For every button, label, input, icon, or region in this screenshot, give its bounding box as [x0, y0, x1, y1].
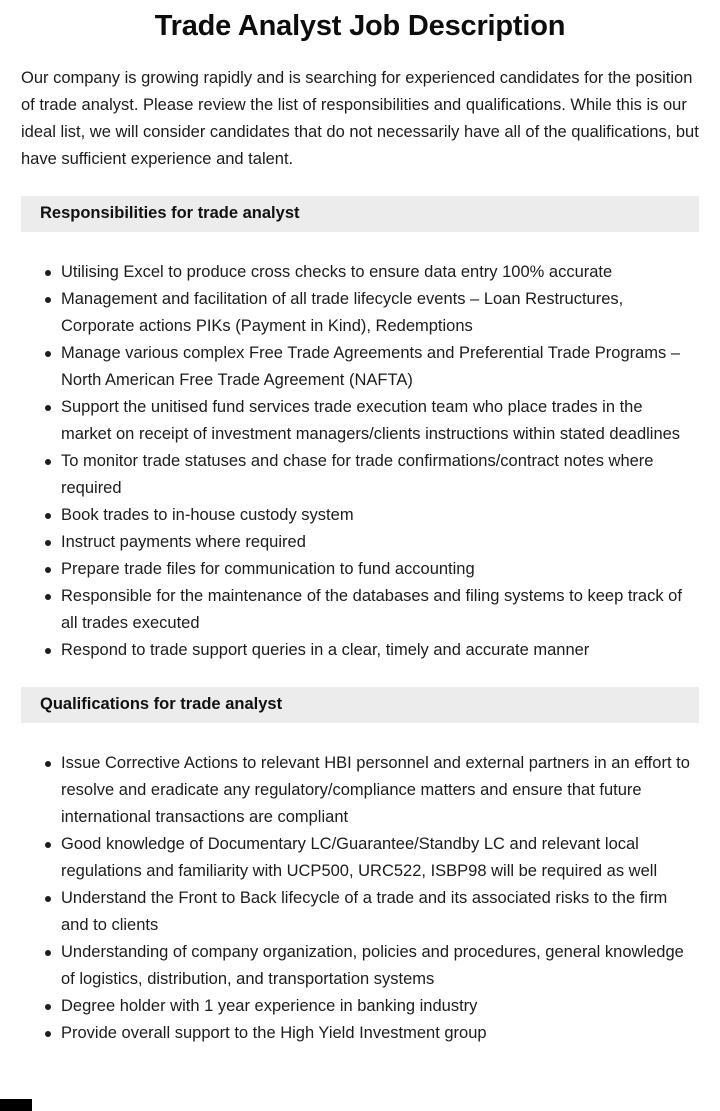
responsibilities-list: [21, 259, 696, 664]
list-item: Responsible for the maintenance of the databases and filing systems to keep track of all trades executed: [21, 583, 696, 637]
section-heading-qualifications: Qualifications for trade analyst: [40, 695, 283, 713]
list-item: Degree holder with 1 year experience in banking industry: [21, 993, 696, 1020]
qualifications-list: [21, 750, 696, 1047]
intro-paragraph: Our company is growing rapidly and is searching for experienced candidates for the position of trade analyst. Please review the list of responsibilities and qualifications. While this is our ideal list, we will consider candidates that do not necessarily have all of the qualifications, but have sufficient experience and talent.: [21, 69, 699, 168]
list-item: Management and facilitation of all trade lifecycle events – Loan Restructures, Corporate actions PIKs (Payment in Kind), Redemptions: [21, 286, 696, 340]
list-item: Issue Corrective Actions to relevant HBI personnel and external partners in an effort to resolve and eradicate any regulatory/compliance matters and ensure that future international transactions are compliant: [21, 750, 696, 831]
list-item: To monitor trade statuses and chase for trade confirmations/contract notes where required: [21, 448, 696, 502]
section-bar-responsibilities: [21, 196, 699, 232]
footer-partial-bar: [0, 1099, 32, 1111]
list-item: Manage various complex Free Trade Agreements and Preferential Trade Programs – North American Free Trade Agreement (NAFTA): [21, 340, 696, 394]
list-item: Instruct payments where required: [21, 529, 696, 556]
list-item: Book trades to in-house custody system: [21, 502, 696, 529]
list-item: Support the unitised fund services trade execution team who place trades in the market on receipt of investment managers/clients instructions within stated deadlines: [21, 394, 696, 448]
list-item: Utilising Excel to produce cross checks to ensure data entry 100% accurate: [21, 259, 696, 286]
list-item: Provide overall support to the High Yield Investment group: [21, 1020, 696, 1047]
page-title: Trade Analyst Job Description: [154, 10, 566, 42]
list-item: Understand the Front to Back lifecycle of a trade and its associated risks to the firm and to clients: [21, 885, 696, 939]
list-item: Good knowledge of Documentary LC/Guarantee/Standby LC and relevant local regulations and familiarity with UCP500, URC522, ISBP98 will be required as well: [21, 831, 696, 885]
list-item: Prepare trade files for communication to fund accounting: [21, 556, 696, 583]
section-bar-qualifications: [21, 687, 699, 723]
list-item: Understanding of company organization, policies and procedures, general knowledge of logistics, distribution, and transportation systems: [21, 939, 696, 993]
list-item: Respond to trade support queries in a clear, timely and accurate manner: [21, 637, 696, 664]
section-heading-responsibilities: Responsibilities for trade analyst: [40, 204, 300, 222]
